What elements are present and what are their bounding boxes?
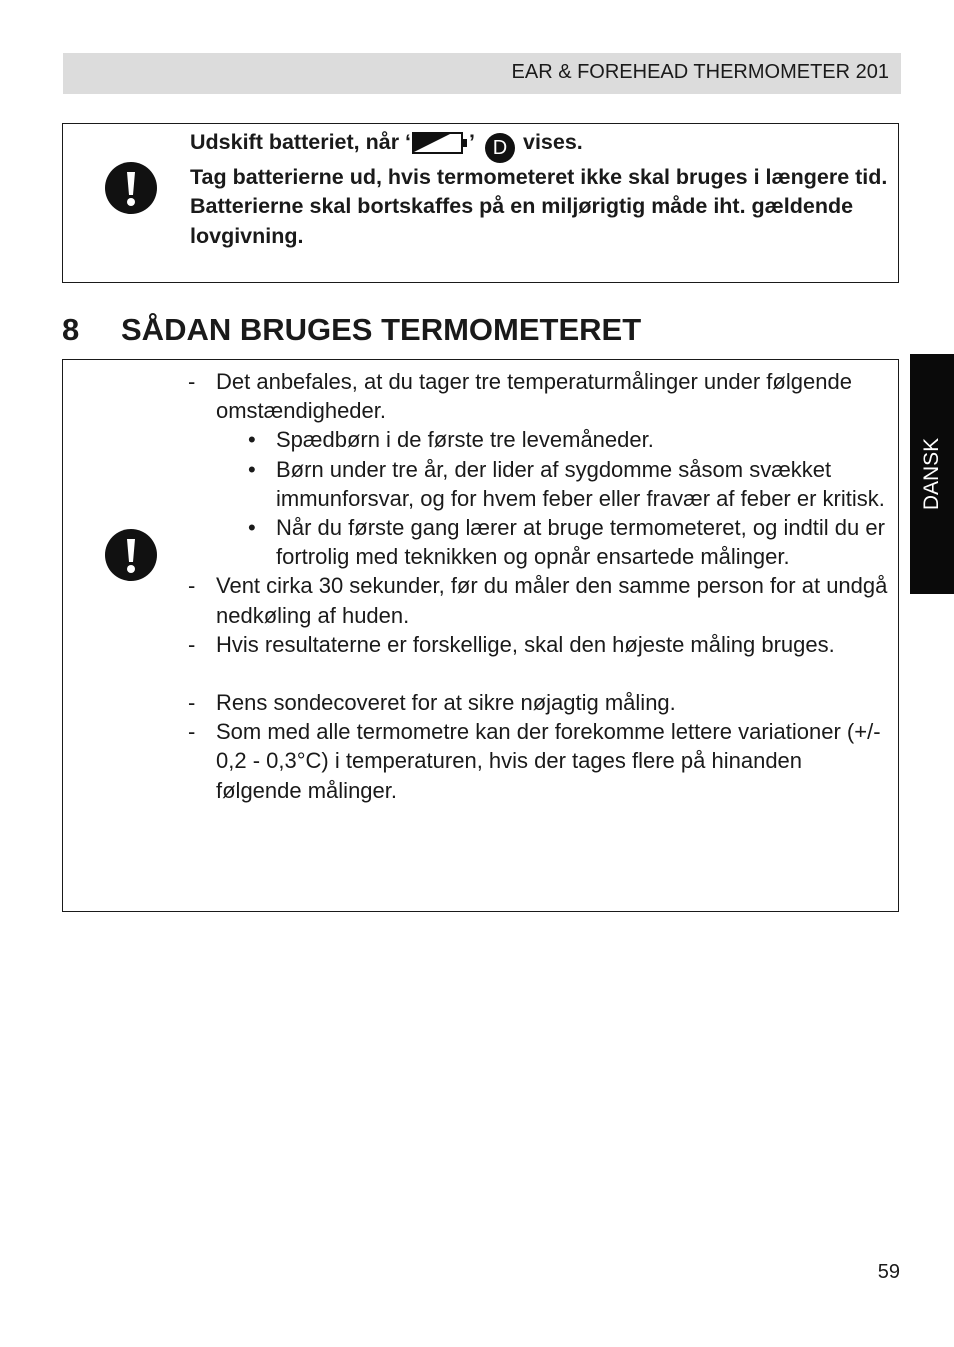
sub-list-item-text: Børn under tre år, der lider af sygdomme såsom svækket immunforsvar, og for hvem feber eller fravær af feber er kritisk. [276, 456, 885, 511]
bullet-marker: • [248, 427, 256, 453]
section-title: SÅDAN BRUGES TERMOMETERET [121, 312, 642, 347]
spacer [188, 659, 893, 688]
dash-marker: - [188, 573, 196, 599]
list-item-text: Rens sondecoveret for at sikre nøjagtig måling. [216, 690, 676, 716]
list-item [188, 717, 893, 805]
list-item-text: Som med alle termometre kan der forekomme lettere variationer (+/- 0,2 - 0,3°C) i temperaturen, hvis der tages flere på hinanden følgende målinger. [216, 719, 881, 803]
list-item [188, 630, 893, 659]
battery-warning-text [190, 128, 890, 251]
dash-marker: - [188, 690, 196, 716]
list-item-text: Vent cirka 30 sekunder, før du måler den samme person for at undgå nedkøling af huden. [216, 573, 888, 628]
battery-replace-text-end: vises. [523, 130, 583, 154]
exclamation-warning-icon [105, 162, 157, 214]
sub-list-item [188, 513, 893, 571]
dash-marker: - [188, 631, 196, 657]
section-heading [62, 311, 641, 349]
header-title: EAR & FOREHEAD THERMOMETER 201 [511, 61, 889, 83]
battery-warning-box [62, 123, 899, 283]
language-tab [910, 354, 954, 594]
sub-list-item-text: Spædbørn i de første tre levemåneder. [276, 427, 654, 453]
language-tab-label: DANSK [920, 437, 943, 511]
bullet-marker: • [248, 515, 256, 541]
battery-replace-quote: ’ [469, 130, 475, 154]
dash-marker: - [188, 719, 196, 745]
battery-replace-text-start: Udskift batteriet, når ‘ [190, 130, 412, 154]
battery-replace-line [190, 128, 890, 163]
header-bar [63, 53, 901, 94]
list-item [188, 367, 893, 425]
sub-list-item [188, 455, 893, 513]
list-item [188, 688, 893, 717]
list-item-text: Det anbefales, at du tager tre temperaturmålinger under følgende omstændigheder. [216, 369, 852, 424]
battery-dispose-line: Batterierne skal bortskaffes på en miljørigtig måde iht. gældende lovgivning. [190, 194, 854, 248]
sub-list-item [188, 425, 893, 454]
list-item-text: Hvis resultaterne er forskellige, skal den højeste måling bruges. [216, 631, 835, 657]
list-item [188, 571, 893, 629]
battery-remove-line: Tag batterierne ud, hvis termometeret ikke skal bruges i længere tid. [190, 165, 888, 189]
usage-warning-list [188, 367, 893, 805]
dash-marker: - [188, 369, 196, 394]
sub-list-item-text: Når du første gang lærer at bruge termometeret, og indtil du er fortrolig med teknikken og opnår ensartede målinger. [276, 515, 885, 570]
d-symbol-icon: D [485, 133, 515, 163]
page-number: 59 [877, 1261, 900, 1283]
exclamation-warning-icon [105, 529, 157, 581]
section-number: 8 [62, 312, 80, 347]
low-battery-icon [412, 132, 468, 154]
usage-warning-box [62, 359, 899, 912]
bullet-marker: • [248, 456, 256, 482]
